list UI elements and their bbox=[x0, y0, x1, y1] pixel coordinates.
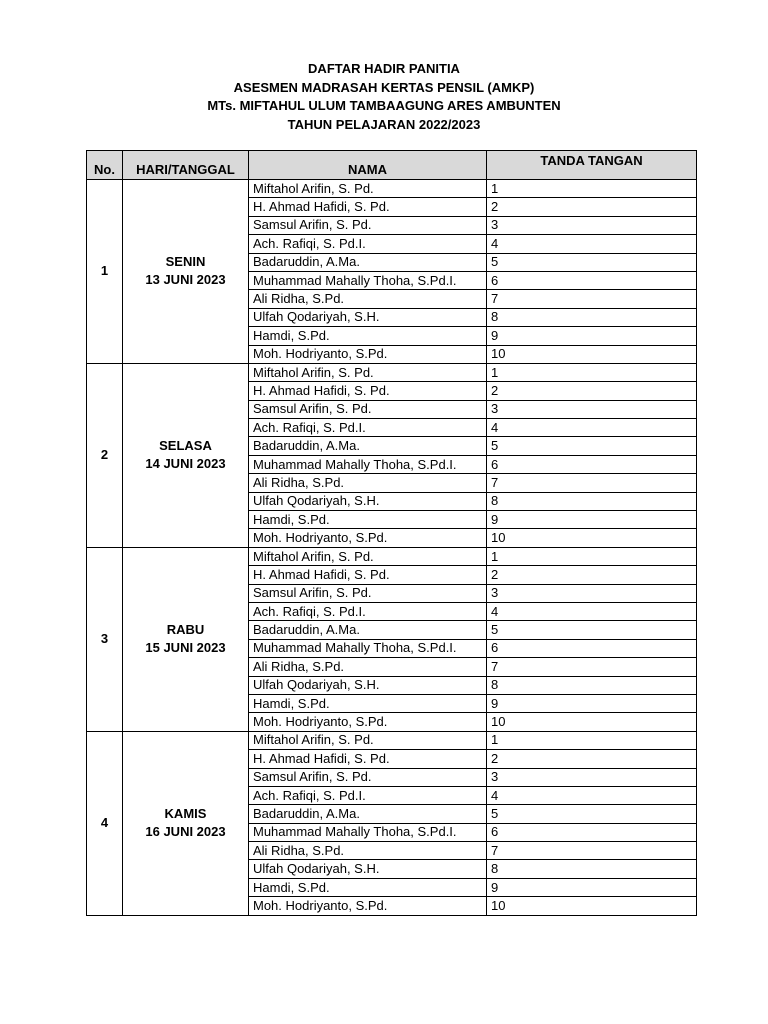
member-name: Ach. Rafiqi, S. Pd.I. bbox=[249, 419, 487, 437]
day-date: 13 JUNI 2023 bbox=[145, 272, 226, 288]
signature-cell[interactable]: 9 bbox=[487, 878, 697, 896]
day-number: 2 bbox=[87, 363, 123, 547]
signature-cell[interactable]: 7 bbox=[487, 474, 697, 492]
signature-cell[interactable]: 8 bbox=[487, 492, 697, 510]
signature-cell[interactable]: 2 bbox=[487, 566, 697, 584]
member-name: Miftahol Arifin, S. Pd. bbox=[249, 180, 487, 198]
member-name: Ali Ridha, S.Pd. bbox=[249, 658, 487, 676]
day-name: RABU bbox=[166, 622, 205, 638]
member-name: Hamdi, S.Pd. bbox=[249, 327, 487, 345]
signature-cell[interactable]: 1 bbox=[487, 180, 697, 198]
member-name: Miftahol Arifin, S. Pd. bbox=[249, 547, 487, 565]
member-name: Moh. Hodriyanto, S.Pd. bbox=[249, 345, 487, 363]
signature-cell[interactable]: 5 bbox=[487, 621, 697, 639]
signature-cell[interactable]: 3 bbox=[487, 216, 697, 234]
member-name: Muhammad Mahally Thoha, S.Pd.I. bbox=[249, 639, 487, 657]
day-name: KAMIS bbox=[164, 806, 207, 822]
member-name: Ali Ridha, S.Pd. bbox=[249, 842, 487, 860]
member-name: Miftahol Arifin, S. Pd. bbox=[249, 731, 487, 749]
day-date-cell bbox=[123, 731, 249, 915]
member-name: Moh. Hodriyanto, S.Pd. bbox=[249, 713, 487, 731]
signature-cell[interactable]: 7 bbox=[487, 658, 697, 676]
day-name: SENIN bbox=[165, 254, 206, 270]
attendance-body bbox=[87, 180, 697, 916]
day-number: 1 bbox=[87, 180, 123, 364]
member-name: Badaruddin, A.Ma. bbox=[249, 253, 487, 271]
signature-cell[interactable]: 7 bbox=[487, 290, 697, 308]
signature-cell[interactable]: 7 bbox=[487, 842, 697, 860]
signature-cell[interactable]: 6 bbox=[487, 639, 697, 657]
member-name: Samsul Arifin, S. Pd. bbox=[249, 584, 487, 602]
member-name: Muhammad Mahally Thoha, S.Pd.I. bbox=[249, 823, 487, 841]
signature-cell[interactable]: 2 bbox=[487, 198, 697, 216]
day-number: 4 bbox=[87, 731, 123, 915]
member-name: Ulfah Qodariyah, S.H. bbox=[249, 676, 487, 694]
signature-cell[interactable]: 1 bbox=[487, 731, 697, 749]
member-name: Hamdi, S.Pd. bbox=[249, 511, 487, 529]
member-name: Ach. Rafiqi, S. Pd.I. bbox=[249, 602, 487, 620]
signature-cell[interactable]: 9 bbox=[487, 511, 697, 529]
member-name: Ulfah Qodariyah, S.H. bbox=[249, 308, 487, 326]
title-line-2: ASESMEN MADRASAH KERTAS PENSIL (AMKP) bbox=[233, 79, 535, 95]
attendance-table bbox=[86, 150, 697, 916]
signature-cell[interactable]: 2 bbox=[487, 750, 697, 768]
header-name: NAMA bbox=[249, 151, 487, 180]
day-number: 3 bbox=[87, 547, 123, 731]
member-name: Moh. Hodriyanto, S.Pd. bbox=[249, 897, 487, 915]
member-name: Badaruddin, A.Ma. bbox=[249, 621, 487, 639]
member-name: Ach. Rafiqi, S. Pd.I. bbox=[249, 235, 487, 253]
signature-cell[interactable]: 9 bbox=[487, 327, 697, 345]
table-row bbox=[87, 731, 697, 749]
member-name: H. Ahmad Hafidi, S. Pd. bbox=[249, 566, 487, 584]
day-date-cell bbox=[123, 180, 249, 364]
member-name: Muhammad Mahally Thoha, S.Pd.I. bbox=[249, 271, 487, 289]
member-name: Badaruddin, A.Ma. bbox=[249, 805, 487, 823]
member-name: H. Ahmad Hafidi, S. Pd. bbox=[249, 382, 487, 400]
day-date: 14 JUNI 2023 bbox=[145, 456, 226, 472]
signature-cell[interactable]: 10 bbox=[487, 713, 697, 731]
signature-cell[interactable]: 4 bbox=[487, 786, 697, 804]
signature-cell[interactable]: 1 bbox=[487, 547, 697, 565]
signature-cell[interactable]: 1 bbox=[487, 363, 697, 381]
header-row bbox=[87, 151, 697, 180]
signature-cell[interactable]: 8 bbox=[487, 308, 697, 326]
day-date-cell bbox=[123, 363, 249, 547]
signature-cell[interactable]: 6 bbox=[487, 455, 697, 473]
member-name: Hamdi, S.Pd. bbox=[249, 694, 487, 712]
signature-cell[interactable]: 4 bbox=[487, 235, 697, 253]
signature-cell[interactable]: 3 bbox=[487, 768, 697, 786]
table-row bbox=[87, 180, 697, 198]
signature-cell[interactable]: 5 bbox=[487, 253, 697, 271]
table-row bbox=[87, 547, 697, 565]
signature-cell[interactable]: 10 bbox=[487, 345, 697, 363]
member-name: Ulfah Qodariyah, S.H. bbox=[249, 492, 487, 510]
day-date: 16 JUNI 2023 bbox=[145, 824, 226, 840]
header-no: No. bbox=[87, 151, 123, 180]
header-day: HARI/TANGGAL bbox=[123, 151, 249, 180]
member-name: Miftahol Arifin, S. Pd. bbox=[249, 363, 487, 381]
signature-cell[interactable]: 10 bbox=[487, 897, 697, 915]
signature-cell[interactable]: 5 bbox=[487, 805, 697, 823]
signature-cell[interactable]: 3 bbox=[487, 400, 697, 418]
member-name: Muhammad Mahally Thoha, S.Pd.I. bbox=[249, 455, 487, 473]
member-name: Samsul Arifin, S. Pd. bbox=[249, 768, 487, 786]
member-name: Samsul Arifin, S. Pd. bbox=[249, 400, 487, 418]
member-name: H. Ahmad Hafidi, S. Pd. bbox=[249, 198, 487, 216]
signature-cell[interactable]: 3 bbox=[487, 584, 697, 602]
signature-cell[interactable]: 6 bbox=[487, 271, 697, 289]
member-name: Moh. Hodriyanto, S.Pd. bbox=[249, 529, 487, 547]
signature-cell[interactable]: 10 bbox=[487, 529, 697, 547]
member-name: H. Ahmad Hafidi, S. Pd. bbox=[249, 750, 487, 768]
document-title bbox=[0, 60, 768, 134]
member-name: Ali Ridha, S.Pd. bbox=[249, 290, 487, 308]
member-name: Ali Ridha, S.Pd. bbox=[249, 474, 487, 492]
member-name: Hamdi, S.Pd. bbox=[249, 878, 487, 896]
title-line-4: TAHUN PELAJARAN 2022/2023 bbox=[287, 116, 481, 132]
signature-cell[interactable]: 6 bbox=[487, 823, 697, 841]
signature-cell[interactable]: 4 bbox=[487, 602, 697, 620]
member-name: Badaruddin, A.Ma. bbox=[249, 437, 487, 455]
signature-cell[interactable]: 4 bbox=[487, 419, 697, 437]
signature-cell[interactable]: 8 bbox=[487, 676, 697, 694]
member-name: Ulfah Qodariyah, S.H. bbox=[249, 860, 487, 878]
title-line-3: MTs. MIFTAHUL ULUM TAMBAAGUNG ARES AMBUNTEN bbox=[207, 98, 561, 113]
member-name: Samsul Arifin, S. Pd. bbox=[249, 216, 487, 234]
member-name: Ach. Rafiqi, S. Pd.I. bbox=[249, 786, 487, 804]
signature-cell[interactable]: 9 bbox=[487, 694, 697, 712]
day-name: SELASA bbox=[159, 438, 212, 454]
header-signature: TANDA TANGAN bbox=[487, 151, 697, 180]
day-date-cell bbox=[123, 547, 249, 731]
signature-cell[interactable]: 5 bbox=[487, 437, 697, 455]
title-line-1: DAFTAR HADIR PANITIA bbox=[308, 61, 460, 76]
signature-cell[interactable]: 8 bbox=[487, 860, 697, 878]
day-date: 15 JUNI 2023 bbox=[145, 640, 226, 656]
signature-cell[interactable]: 2 bbox=[487, 382, 697, 400]
table-row bbox=[87, 363, 697, 381]
